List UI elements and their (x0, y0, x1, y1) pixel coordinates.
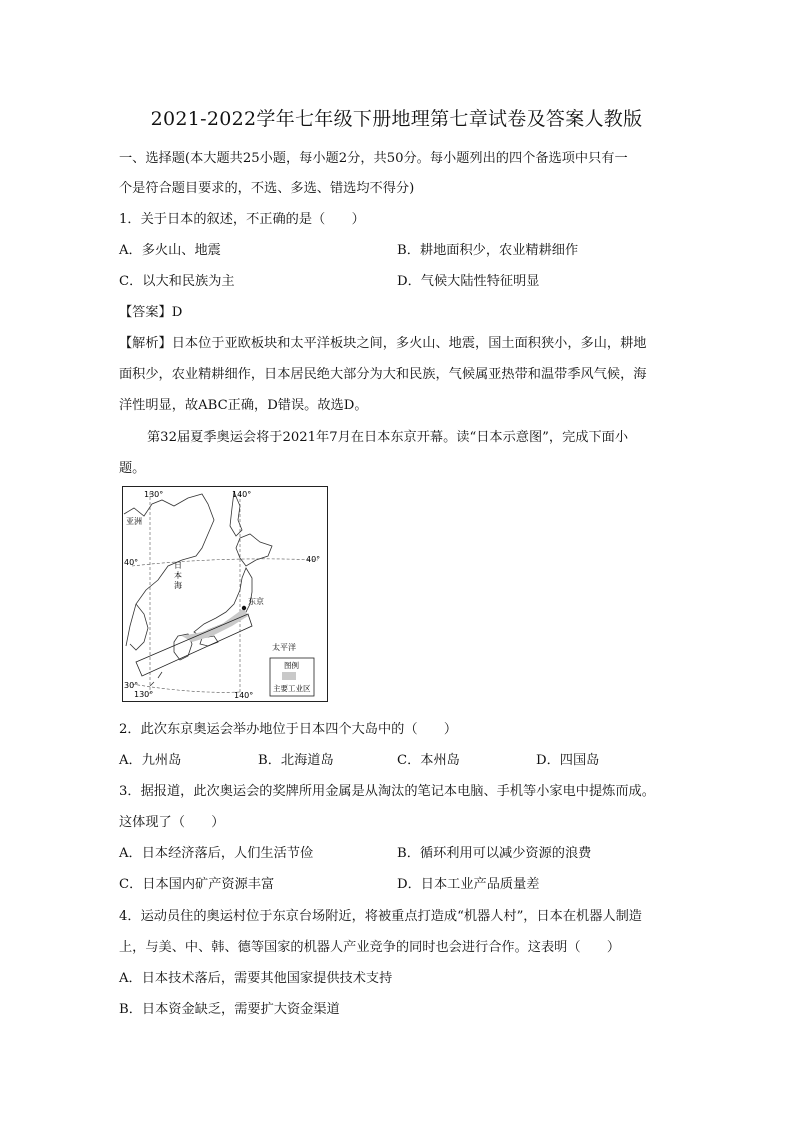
q1-option-a: A．多火山、地震 (119, 243, 221, 258)
q1-analysis-line3: 洋性明显，故ABC正确，D错误。故选D。 (119, 398, 368, 413)
intro-line2: 题。 (119, 461, 146, 476)
q1-option-b: B．耕地面积少，农业精耕细作 (397, 243, 579, 258)
q1-analysis-line2: 面积少，农业精耕细作，日本居民绝大部分为大和民族，气候属亚热带和温带季风气候，海 (119, 367, 647, 382)
q4-option-b: B．日本资金缺乏，需要扩大资金渠道 (119, 1002, 340, 1017)
q1-stem: 1．关于日本的叙述，不正确的是（ ） (119, 212, 365, 227)
q1-option-c: C．以大和民族为主 (119, 274, 235, 289)
q2-option-b: B．北海道岛 (258, 753, 334, 768)
legend-label: 主要工业区 (273, 684, 311, 693)
q4-stem-line2: 上，与美、中、韩、德等国家的机器人产业竞争的同时也会进行合作。这表明（ ） (119, 940, 621, 955)
section-heading-line2: 个是符合题目要求的，不选、多选、错选均不得分) (119, 181, 415, 196)
section-heading-line1: 一、选择题(本大题共25小题，每小题2分，共50分。每小题列出的四个备选项中只有一 (119, 151, 628, 166)
legend-swatch (282, 672, 296, 680)
q1-analysis-line1: 【解析】日本位于亚欧板块和太平洋板块之间，多火山、地震，国土面积狭小，多山，耕地 (119, 336, 647, 351)
q3-option-b: B．循环利用可以减少资源的浪费 (397, 846, 592, 861)
q1-option-d: D．气候大陆性特征明显 (397, 274, 540, 289)
document-title: 2021-2022学年七年级下册地理第七章试卷及答案人教版 (150, 108, 643, 130)
q3-option-c: C．日本国内矿产资源丰富 (119, 877, 275, 892)
q3-stem-line2: 这体现了（ ） (119, 815, 225, 830)
lon-140-top-label: 140° (232, 490, 252, 499)
sea-label-ben: 本 (174, 571, 182, 580)
q3-stem-line1: 3．据报道，此次奥运会的奖牌所用金属是从淘汰的笔记本电脑、手机等小家电中提炼而成。 (119, 784, 655, 799)
q4-option-a: A．日本技术落后，需要其他国家提供技术支持 (119, 971, 393, 986)
q2-option-c: C．本州岛 (397, 753, 460, 768)
lat-40-left-label: 40° (124, 558, 139, 567)
japan-map (122, 486, 328, 702)
tokyo-marker (242, 606, 246, 610)
q4-stem-line1: 4．运动员住的奥运村位于东京台场附近，将被重点打造成“机器人村”，日本在机器人制造 (119, 909, 642, 924)
q2-stem: 2．此次东京奥运会举办地位于日本四个大岛中的（ ） (119, 722, 458, 737)
tokyo-label: 东京 (248, 597, 264, 606)
q2-option-a: A．九州岛 (119, 753, 182, 768)
map-legend (270, 658, 314, 696)
pacific-label: 太平洋 (272, 643, 296, 652)
q2-option-d: D．四国岛 (536, 753, 600, 768)
sea-label-hai: 海 (174, 581, 182, 590)
lon-130-top-label: 130° (144, 490, 164, 499)
lat-40-right-label: 40° (306, 555, 321, 564)
q3-option-a: A．日本经济落后，人们生活节俭 (119, 846, 314, 861)
lon-130-bottom-label: 130° (134, 690, 154, 699)
q3-option-d: D．日本工业产品质量差 (397, 877, 540, 892)
asia-label: 亚洲 (126, 517, 142, 526)
q1-answer: 【答案】D (119, 305, 183, 320)
lat-30-left-label: 30° (124, 681, 139, 690)
lon-140-bottom-label: 140° (234, 691, 254, 700)
sea-label-ri: 日 (174, 561, 182, 570)
legend-title: 图例 (284, 661, 299, 670)
intro-line1: 第32届夏季奥运会将于2021年7月在日本东京开幕。读“日本示意图”，完成下面小 (147, 430, 629, 445)
